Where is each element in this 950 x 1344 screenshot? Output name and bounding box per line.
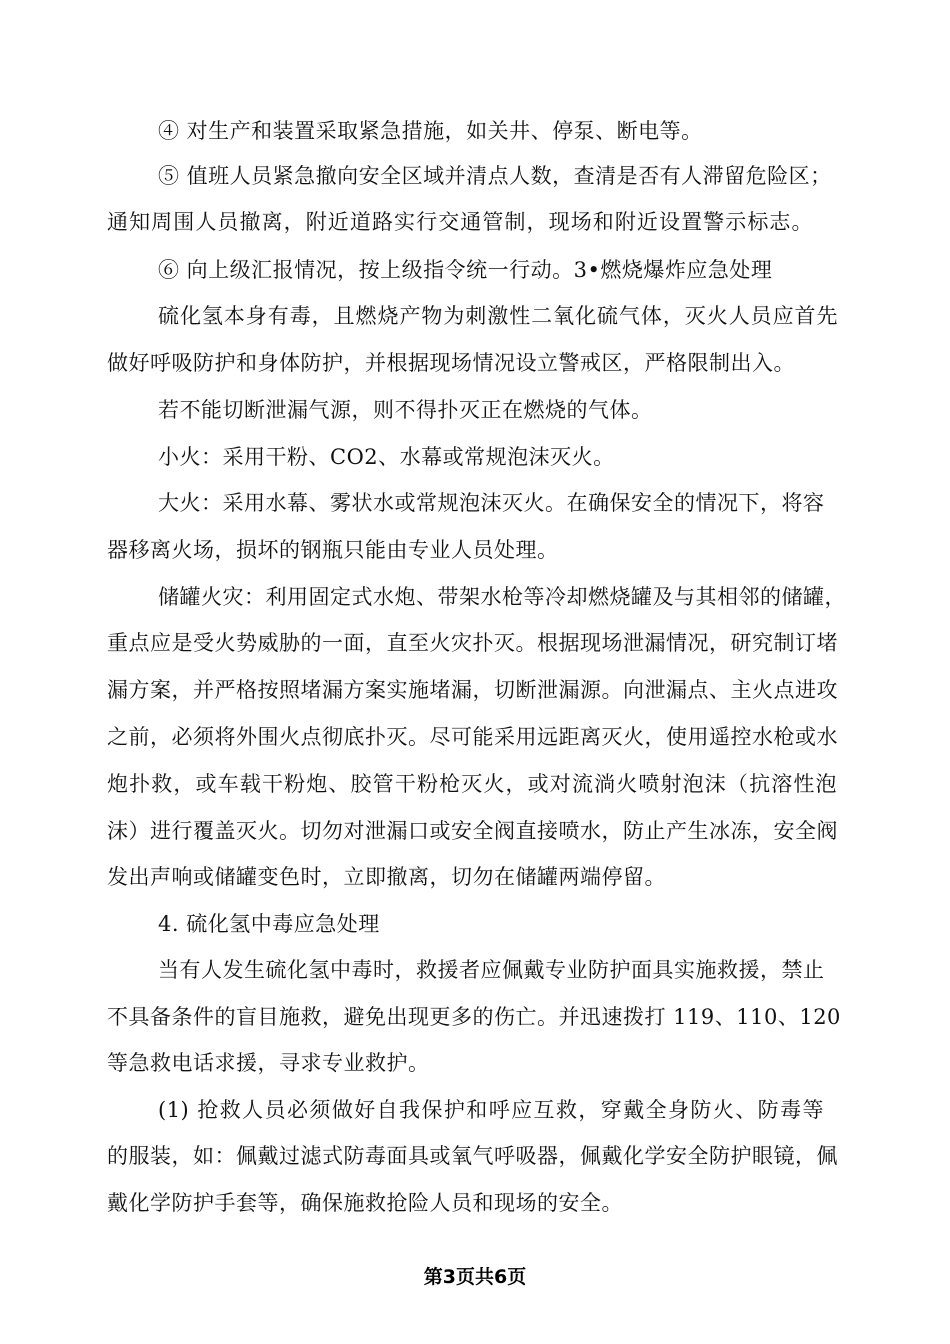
paragraph-line: (1) 抢救人员必须做好自我保护和呼应互救，穿戴全身防火、防毒等 [158, 1098, 824, 1122]
paragraph-line: 通知周围人员撤离，附近道路实行交通管制，现场和附近设置警示标志。 [107, 210, 813, 234]
paragraph-line: 沫）进行覆盖灭火。切勿对泄漏口或安全阀直接喷水，防止产生冰冻，安全阀 [107, 819, 838, 843]
section-heading: 4. 硫化氢中毒应急处理 [158, 912, 380, 936]
paragraph-line: 不具备条件的盲目施救，避免出现更多的伤亡。并迅速拨打 119、110、120 [107, 1005, 841, 1029]
paragraph-line: 小火：采用干粉、CO2、水幕或常规泡沫灭火。 [158, 445, 615, 469]
paragraph-line: 重点应是受火势威胁的一面，直至火灾扑灭。根据现场泄漏情况，研究制订堵 [107, 631, 838, 655]
paragraph-line: 戴化学防护手套等，确保施救抢险人员和现场的安全。 [107, 1191, 623, 1215]
paragraph-line: 等急救电话求援，寻求专业救护。 [107, 1051, 430, 1075]
paragraph-line: 发出声响或储罐变色时，立即撤离，切勿在储罐两端停留。 [107, 865, 666, 889]
paragraph-line: ④ 对生产和装置采取紧急措施，如关井、停泵、断电等。 [158, 119, 703, 143]
page-number: 第3页共6页 [423, 1266, 527, 1288]
paragraph-line: 做好呼吸防护和身体防护，并根据现场情况设立警戒区，严格限制出入。 [107, 351, 795, 375]
paragraph-line: 若不能切断泄漏气源，则不得扑灭正在燃烧的气体。 [158, 398, 653, 422]
paragraph-line: ⑤ 值班人员紧急撤向安全区域并清点人数，查清是否有人滞留危险区； [158, 164, 832, 188]
paragraph-line: 储罐火灾：利用固定式水炮、带架水枪等冷却燃烧罐及与其相邻的储罐， [158, 585, 846, 609]
paragraph-line: 的服装，如：佩戴过滤式防毒面具或氧气呼吸器，佩戴化学安全防护眼镜，佩 [107, 1144, 838, 1168]
paragraph-line: 炮扑救，或车载干粉炮、胶管干粉枪灭火，或对流淌火喷射泡沫（抗溶性泡 [107, 772, 837, 796]
paragraph-line: 硫化氢本身有毒，且燃烧产物为刺激性二氧化硫气体，灭火人员应首先 [158, 304, 838, 328]
paragraph-line: ⑥ 向上级汇报情况，按上级指令统一行动。3•燃烧爆炸应急处理 [158, 258, 773, 282]
paragraph-line: 大火：采用水幕、雾状水或常规泡沫灭火。在确保安全的情况下，将容 [158, 491, 825, 515]
paragraph-line: 当有人发生硫化氢中毒时，救援者应佩戴专业防护面具实施救援，禁止 [158, 958, 825, 982]
paragraph-line: 漏方案，并严格按照堵漏方案实施堵漏，切断泄漏源。向泄漏点、主火点进攻 [107, 678, 838, 702]
paragraph-line: 器移离火场，损坏的钢瓶只能由专业人员处理。 [107, 538, 559, 562]
paragraph-line: 之前，必须将外围火点彻底扑灭。尽可能采用远距离灭火，使用遥控水枪或水 [107, 725, 838, 749]
